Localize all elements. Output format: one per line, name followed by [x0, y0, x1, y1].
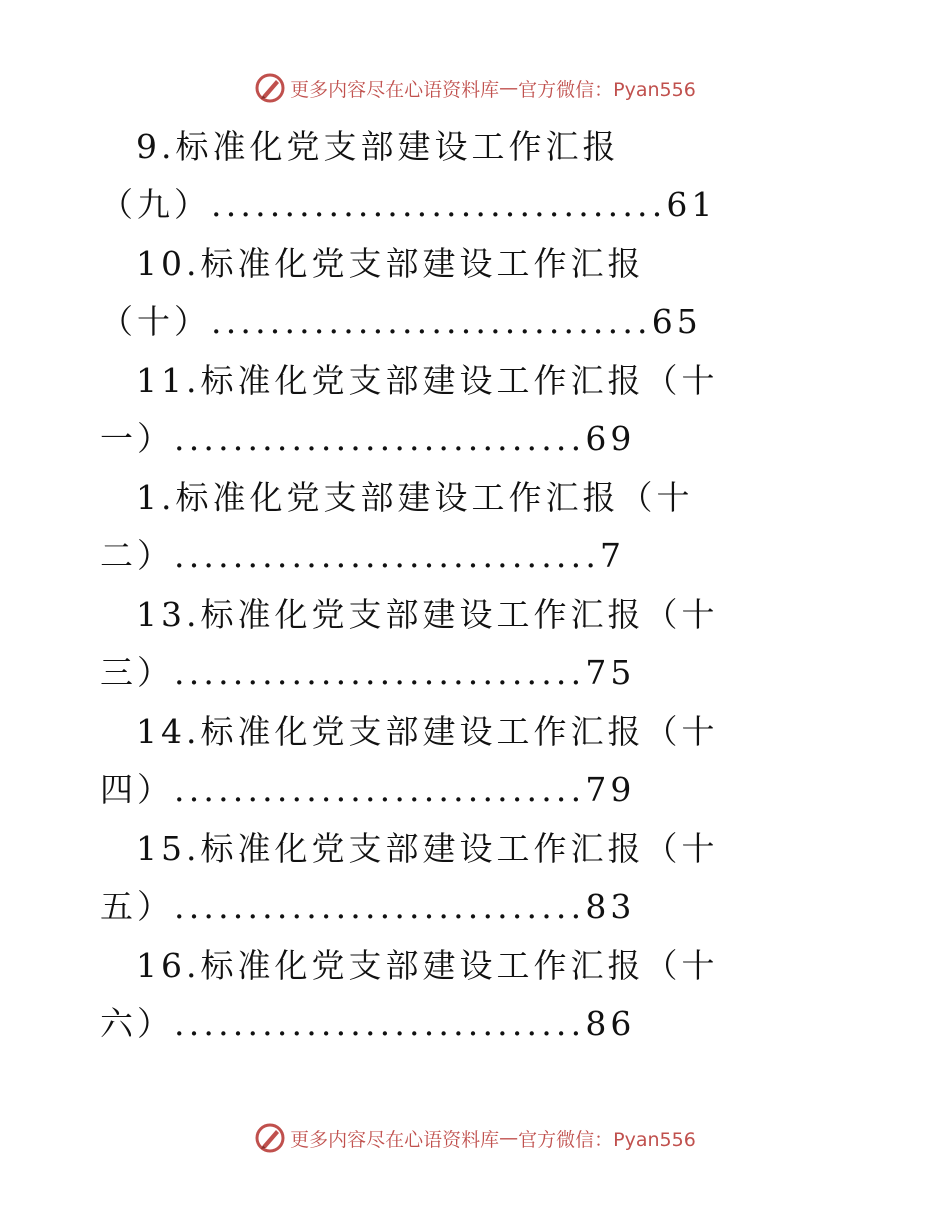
toc-entry-page-number: 75: [585, 653, 636, 692]
toc-entry-cont-text: 五）: [100, 887, 174, 926]
toc-entry[interactable]: [100, 702, 860, 819]
watermark-brand: 更多内容尽在心语资料库: [290, 1128, 500, 1151]
watermark-separator: —: [499, 77, 519, 99]
toc-entry-title: 10.标准化党支部建设工作汇报: [136, 244, 645, 283]
toc-entry-continuation: [100, 877, 635, 937]
toc-entry-leader-dots: ............................: [174, 653, 586, 692]
toc-entry-cont-text: 四）: [100, 770, 174, 809]
toc-entry[interactable]: [100, 585, 860, 702]
toc-entry-continuation: [100, 292, 702, 352]
header-watermark: [0, 72, 950, 104]
toc-entry-page-number: 61: [666, 185, 717, 224]
toc-entry-title: 13.标准化党支部建设工作汇报（十: [136, 595, 719, 634]
toc-entry-continuation: [100, 175, 716, 235]
watermark-separator: —: [499, 1127, 519, 1149]
toc-entry-leader-dots: ...............................: [211, 185, 667, 224]
toc-entry-leader-dots: ............................: [174, 887, 586, 926]
toc-entry-title: 11.标准化党支部建设工作汇报（十: [136, 361, 719, 400]
toc-entry-title: 14.标准化党支部建设工作汇报（十: [136, 712, 719, 751]
toc-entry-cont-text: 三）: [100, 653, 174, 692]
toc-entry-continuation: [100, 526, 625, 586]
toc-entry-cont-text: （十）: [100, 302, 211, 341]
toc-entry[interactable]: [100, 351, 860, 468]
toc-entry-leader-dots: ............................: [174, 419, 586, 458]
toc-entry-leader-dots: ............................: [174, 770, 586, 809]
toc-entry-cont-text: 二）: [100, 536, 174, 575]
toc-entry-page-number: 69: [585, 419, 636, 458]
pen-logo-icon: [254, 72, 286, 104]
toc-entry[interactable]: [100, 936, 860, 1053]
pen-logo-icon: [254, 1122, 286, 1154]
watermark-wechat: 官方微信：Pyan556: [518, 78, 696, 101]
toc-entry-continuation: [100, 409, 635, 469]
toc-entry-leader-dots: ..............................: [211, 302, 652, 341]
toc-entry-continuation: [100, 994, 635, 1054]
toc-entry-leader-dots: .............................: [174, 536, 601, 575]
toc-entry-leader-dots: ............................: [174, 1004, 586, 1043]
toc-entry[interactable]: [100, 117, 860, 234]
toc-entry-title: 1.标准化党支部建设工作汇报（十: [136, 478, 694, 517]
toc-entry-page-number: 83: [585, 887, 636, 926]
toc-entry-cont-text: （九）: [100, 185, 211, 224]
table-of-contents: [100, 117, 860, 1053]
toc-entry-page-number: 86: [585, 1004, 636, 1043]
toc-entry-title: 16.标准化党支部建设工作汇报（十: [136, 946, 719, 985]
toc-entry-title: 15.标准化党支部建设工作汇报（十: [136, 829, 719, 868]
toc-entry[interactable]: [100, 468, 860, 585]
toc-entry-title: 9.标准化党支部建设工作汇报: [136, 127, 620, 166]
toc-entry-page-number: 65: [651, 302, 702, 341]
footer-watermark: [0, 1122, 950, 1154]
toc-entry[interactable]: [100, 819, 860, 936]
toc-entry-page-number: 79: [585, 770, 636, 809]
toc-entry[interactable]: [100, 234, 860, 351]
toc-entry-continuation: [100, 643, 635, 703]
toc-entry-continuation: [100, 760, 635, 820]
watermark-brand: 更多内容尽在心语资料库: [290, 78, 500, 101]
toc-entry-cont-text: 六）: [100, 1004, 174, 1043]
toc-entry-page-number: 7: [600, 536, 626, 575]
toc-entry-cont-text: 一）: [100, 419, 174, 458]
watermark-wechat: 官方微信：Pyan556: [518, 1128, 696, 1151]
